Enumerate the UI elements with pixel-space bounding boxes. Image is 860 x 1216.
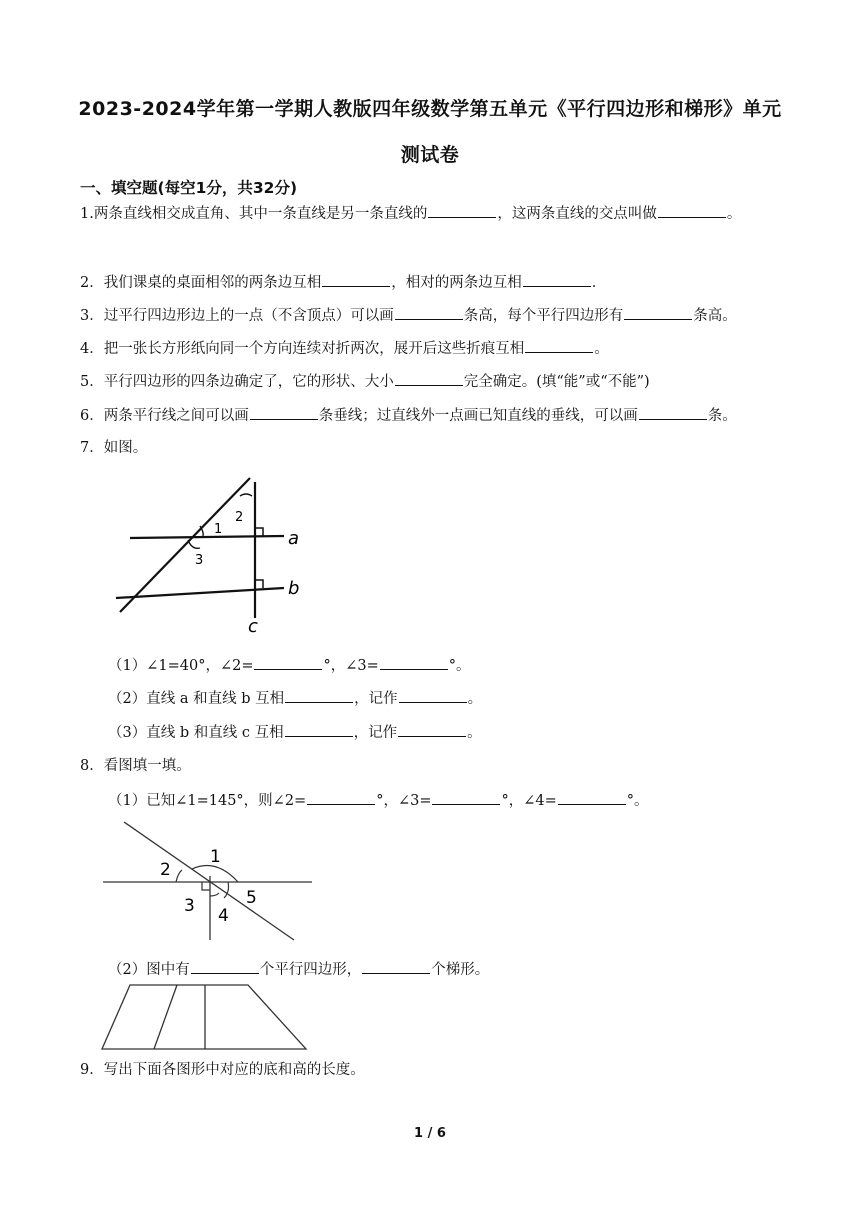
q4-text-a: 4．把一张长方形纸向同一个方向连续对折两次，展开后这些折痕互相 <box>80 341 525 357</box>
q7-label-a: a <box>288 528 300 549</box>
q7-figure <box>100 470 315 635</box>
q7-sub-3 <box>108 721 482 743</box>
q8-label-1: 1 <box>210 847 221 867</box>
q7-s3-text-b: ，记作 <box>353 725 398 741</box>
question-9: 9．写出下面各图形中对应的底和高的长度。 <box>80 1062 365 1078</box>
question-6 <box>80 404 737 426</box>
question-8-stem: 8．看图填一填。 <box>80 758 191 774</box>
q7-s1-blank-1[interactable] <box>254 654 322 670</box>
q7-s2-text-b: ，记作 <box>354 691 398 707</box>
section-heading: 一、填空题(每空1分，共32分) <box>80 179 298 197</box>
q7-sub-2 <box>108 687 482 709</box>
q7-label-b: b <box>288 578 300 599</box>
q2-blank-2[interactable] <box>523 271 591 287</box>
q7-s2-text-c: 。 <box>467 691 483 707</box>
q1-text-a: 1.两条直线相交成直角、其中一条直线是另一条直线的 <box>80 206 428 222</box>
q7-s2-blank-2[interactable] <box>399 687 467 703</box>
q2-text-a: 2．我们课桌的桌面相邻的两条边互相 <box>80 275 322 291</box>
q7-s3-text-a: （3）直线 b 和直线 c 互相 <box>108 725 284 741</box>
q5-text-b: 完全确定。(填“能”或“不能”) <box>463 374 650 390</box>
q2-blank-1[interactable] <box>322 271 390 287</box>
q7-label-c: c <box>248 616 258 635</box>
q2-text-c: ． <box>591 275 607 291</box>
q8-inner-slant-line <box>154 985 177 1049</box>
q5-text-a: 5．平行四边形的四条边确定了，它的形状、大小 <box>80 374 394 390</box>
question-2 <box>80 271 606 293</box>
q3-blank-1[interactable] <box>395 304 463 320</box>
q8-s2-text-b: 个平行四边形， <box>259 962 362 978</box>
q8-label-2: 2 <box>160 860 171 880</box>
q6-blank-1[interactable] <box>250 404 318 420</box>
q6-text-a: 6．两条平行线之间可以画 <box>80 408 249 424</box>
q6-blank-2[interactable] <box>639 404 707 420</box>
q8-s1-blank-1[interactable] <box>307 789 375 805</box>
q7-s1-text-a: （1）∠1=40°，∠2= <box>108 658 254 674</box>
q8-s2-blank-1[interactable] <box>191 958 259 974</box>
q4-blank-1[interactable] <box>525 337 593 353</box>
q7-s3-blank-2[interactable] <box>398 721 466 737</box>
q7-s1-blank-2[interactable] <box>380 654 448 670</box>
q8-s1-text-c: °，∠4= <box>501 793 557 809</box>
q8-label-5: 5 <box>246 888 257 908</box>
q8-sub-2 <box>108 958 489 980</box>
question-5 <box>80 370 650 392</box>
q8-s1-text-d: °。 <box>626 793 649 809</box>
question-7-stem: 7．如图。 <box>80 440 148 456</box>
q6-text-c: 条。 <box>707 408 737 424</box>
q7-label-2: 2 <box>235 510 244 525</box>
q7-line-a <box>130 536 284 538</box>
question-4 <box>80 337 609 359</box>
q8-right-angle <box>202 882 210 890</box>
q1-text-c: 。 <box>726 206 742 222</box>
q8-label-3: 3 <box>184 896 195 916</box>
page-title-line1: 2023-2024学年第一学期人教版四年级数学第五单元《平行四边形和梯形》单元 <box>78 98 782 120</box>
q3-text-a: 3．过平行四边形边上的一点（不含顶点）可以画 <box>80 308 394 324</box>
q3-text-b: 条高，每个平行四边形有 <box>463 308 624 324</box>
q8-angle-figure <box>98 818 318 946</box>
q6-text-b: 条垂线；过直线外一点画已知直线的垂线，可以画 <box>318 408 638 424</box>
q8-s1-blank-2[interactable] <box>432 789 500 805</box>
q7-s1-text-b: °，∠3= <box>323 658 379 674</box>
q7-s1-text-c: °。 <box>448 658 471 674</box>
q8-s1-text-b: °，∠3= <box>376 793 432 809</box>
q7-s3-text-c: 。 <box>467 725 482 741</box>
q8-s2-text-c: 个梯形。 <box>431 962 490 978</box>
q7-right-angle-a <box>255 528 263 536</box>
q3-text-c: 条高。 <box>693 308 737 324</box>
q8-trapezoid-figure <box>98 982 310 1052</box>
q2-text-b: ，相对的两条边互相 <box>391 275 522 291</box>
q4-text-b: 。 <box>594 341 609 357</box>
q8-angle-arc-4 <box>210 893 219 896</box>
q1-text-b: ，这两条直线的交点叫做 <box>497 206 657 222</box>
q7-sub-1 <box>108 654 471 676</box>
question-3 <box>80 304 737 326</box>
q8-sub-1 <box>108 789 649 811</box>
q8-angle-arc-2 <box>176 870 182 882</box>
q8-angle-arc-5 <box>224 882 229 898</box>
q8-diagonal-line <box>124 822 294 940</box>
page-title-line2: 测试卷 <box>400 144 460 166</box>
q8-trapezoid-outline <box>102 985 306 1049</box>
q8-label-4: 4 <box>218 906 229 926</box>
question-1 <box>80 202 741 224</box>
q8-s2-blank-2[interactable] <box>362 958 430 974</box>
q7-angle-arc-2 <box>240 494 252 496</box>
q5-blank-1[interactable] <box>395 370 463 386</box>
q7-label-3: 3 <box>195 553 204 568</box>
page-number: 1 / 6 <box>414 1126 446 1141</box>
q3-blank-2[interactable] <box>624 304 692 320</box>
q7-s3-blank-1[interactable] <box>285 721 353 737</box>
q7-s2-blank-1[interactable] <box>285 687 353 703</box>
q7-label-1: 1 <box>214 522 223 537</box>
q8-s1-text-a: （1）已知∠1=145°，则∠2= <box>108 793 307 809</box>
q8-s2-text-a: （2）图中有 <box>108 962 190 978</box>
q1-blank-2[interactable] <box>658 202 726 218</box>
q7-right-angle-b <box>255 580 263 588</box>
q1-blank-1[interactable] <box>428 202 496 218</box>
q8-s1-blank-3[interactable] <box>558 789 626 805</box>
q7-s2-text-a: （2）直线 a 和直线 b 互相 <box>108 691 285 707</box>
